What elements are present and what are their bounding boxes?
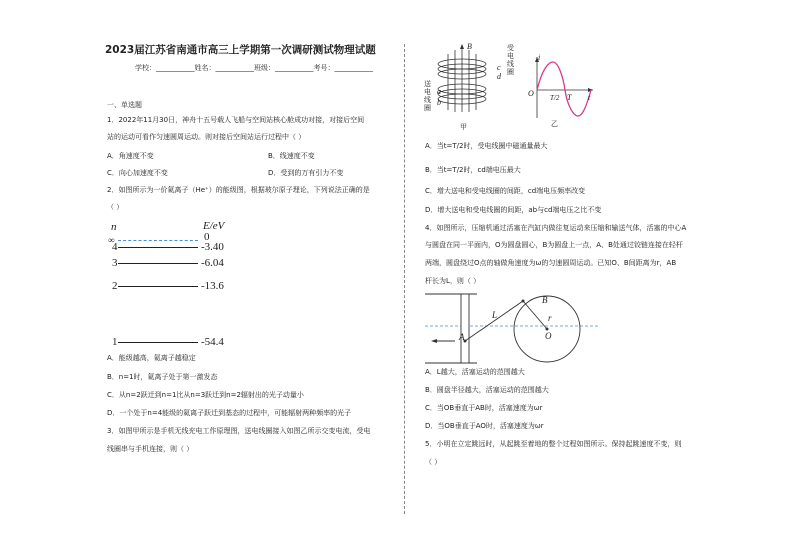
energy-level-n-3: 3	[112, 257, 118, 269]
energy-level-n-2: 2	[112, 280, 118, 292]
q2-option-d: D．一个处于n=4能级的氦离子跃迁到基态的过程中，可能辐射两种频率的光子	[107, 409, 352, 417]
q5-stem-line-1: 5．小明在立定跳远时，从起跳至着地的整个过程如图所示。保持起跳速度不变，则	[425, 440, 682, 448]
energy-level-e-4: -3.40	[201, 241, 224, 253]
student-info-line: 学校：___________姓名：___________班级：___________考号：___________	[135, 64, 373, 72]
energy-level-n-inf: ∞	[108, 235, 115, 245]
current-graph-yi	[525, 52, 595, 122]
q1-stem-line-2: 站的运动可看作匀速圆周运动。则对接后空间站运行过程中（ ）	[107, 133, 306, 141]
graph-tick-period: T	[567, 93, 572, 102]
q4-option-b: B．圆盘半径越大，活塞运动的范围越大	[425, 386, 549, 394]
q2-stem-line-2: （ ）	[107, 203, 124, 211]
coil-figure-jia	[422, 42, 502, 122]
energy-level-e-2: -13.6	[201, 280, 224, 292]
q4-option-a: A．L越大，活塞运动的范围越大	[425, 368, 525, 376]
q2-option-a: A．能级越高，氦离子越稳定	[107, 354, 196, 362]
energy-level-line-inf	[118, 240, 198, 241]
q4-stem-line-2: 与圆盘在同一平面内，O为圆盘圆心，B为圆盘上一点，A、B处通过铰链连接在轻杆	[425, 241, 683, 249]
q3-option-a: A．当t=T/2时，受电线圈中磁通量最大	[425, 142, 548, 150]
q3-option-b: B．当t=T/2时，cd端电压最大	[425, 166, 521, 174]
energy-level-e-3: -6.04	[201, 257, 224, 269]
energy-level-line-4	[118, 247, 198, 248]
energy-level-line-3	[118, 263, 198, 264]
q4-option-d: D．当OB垂直于AO时，活塞速度为ωr	[425, 422, 544, 430]
energy-axis-n-label: n	[111, 221, 117, 233]
coil-terminal-c: c	[497, 63, 501, 72]
compressor-label-a: A	[459, 332, 465, 342]
compressor-figure	[425, 291, 600, 369]
q2-stem-line-1: 2．如图所示为一价氦离子（He⁺）的能级图，根据玻尔原子理论，下列说法正确的是	[107, 186, 370, 194]
section-heading: 一、单选题	[107, 101, 142, 109]
q3-option-c: C．增大送电和受电线圈的间距，cd端电压频率改变	[425, 187, 586, 195]
coil-terminal-a: a	[437, 87, 441, 96]
page-title: 2023届江苏省南通市高三上学期第一次调研测试物理试题	[105, 44, 376, 56]
graph-axis-i: i	[538, 53, 541, 62]
coil-terminal-d: d	[497, 72, 501, 81]
compressor-label-l: L	[492, 310, 498, 320]
coil-terminal-b: b	[437, 98, 441, 107]
energy-axis-e-label: E/eV	[203, 220, 225, 232]
compressor-label-b: B	[542, 295, 548, 305]
coil-label-recv: 受电线圈	[507, 44, 514, 76]
energy-level-line-1	[118, 342, 198, 343]
energy-level-line-2	[118, 286, 198, 287]
energy-level-n-4: 4	[112, 241, 118, 253]
q4-option-c: C．当OB垂直于AB时，活塞速度为ωr	[425, 404, 543, 412]
energy-level-e-1: -54.4	[201, 336, 224, 348]
energy-level-n-1: 1	[112, 336, 118, 348]
q1-option-b: B．线速度不变	[268, 152, 315, 160]
q3-stem-line-1: 3．如图甲所示是手机无线充电工作原理图，送电线圈接入如图乙所示交变电流，受电	[107, 427, 371, 435]
q1-stem-line-1: 1．2022年11月30日，神舟十五号载人飞船与空间站核心舱成功对接，对接后空间	[107, 116, 365, 124]
compressor-label-o: O	[545, 331, 552, 341]
q1-option-d: D．受到的万有引力不变	[268, 169, 344, 177]
compressor-label-r: r	[548, 313, 552, 323]
energy-level-e-inf: 0	[204, 231, 210, 243]
graph-axis-t: t	[588, 93, 591, 102]
q1-option-a: A．角速度不变	[107, 152, 154, 160]
column-divider	[404, 44, 405, 514]
coil-label-send: 送电线圈	[424, 80, 431, 112]
graph-origin: O	[528, 89, 534, 98]
coil-label-b-field: B	[467, 42, 472, 51]
figure-label-jia: 甲	[460, 123, 467, 131]
q4-stem-line-4: 杆长为L，则（ ）	[425, 277, 481, 285]
q4-stem-line-1: 4．如图所示，压缩机通过活塞在汽缸内做往复运动来压缩和输送气体，活塞的中心A	[425, 224, 687, 232]
q5-stem-line-2: （ ）	[425, 458, 442, 466]
q4-stem-line-3: 两端，圆盘绕过O点的轴做角速度为ω的匀速圆周运动。已知O、B间距离为r，AB	[425, 259, 677, 267]
q2-option-b: B．n=1时，氦离子处于第一激发态	[107, 373, 218, 381]
q2-option-c: C．从n=2跃迁到n=1比从n=3跃迁到n=2辐射出的光子动量小	[107, 391, 304, 399]
q3-option-d: D．增大送电和受电线圈的间距，ab与cd端电压之比不变	[425, 206, 602, 214]
graph-tick-half-period: T/2	[550, 94, 560, 102]
figure-label-yi: 乙	[551, 120, 558, 128]
q3-stem-line-2: 线圈串与手机连接，则（ ）	[107, 445, 194, 453]
q1-option-c: C．向心加速度不变	[107, 169, 168, 177]
